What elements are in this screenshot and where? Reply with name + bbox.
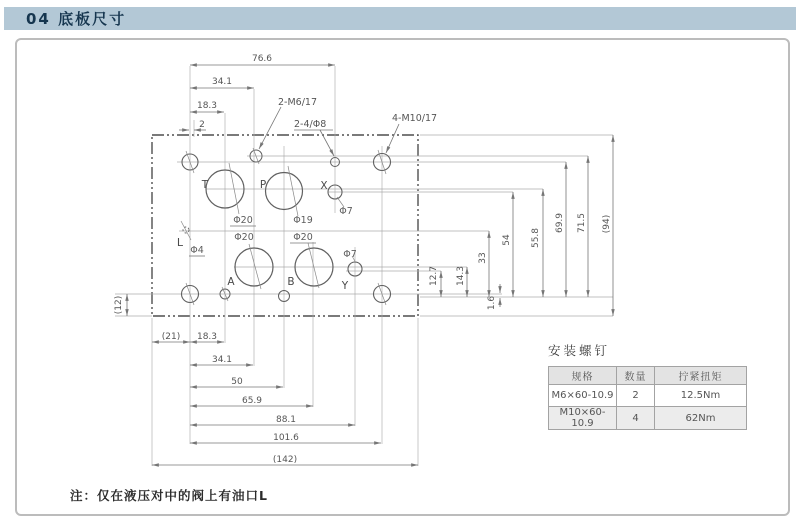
dim-left-12: (12) xyxy=(114,295,124,315)
port-label-A: A xyxy=(227,276,235,288)
cell-torque: 12.5Nm xyxy=(655,385,747,407)
dim-right-55-8: 55.8 xyxy=(531,227,541,249)
port-label-P: P xyxy=(259,179,267,191)
cell-qty: 2 xyxy=(617,385,655,407)
dia-label-P: Φ19 xyxy=(293,215,313,226)
col-header-spec: 规格 xyxy=(549,367,617,385)
callout-phi8-holes: 2-4/Φ8 xyxy=(294,119,327,130)
section-title: 04 底板尺寸 xyxy=(26,10,127,28)
construction-lines xyxy=(115,66,613,466)
dim-top-2: 2 xyxy=(199,120,205,130)
dia-label-X: Φ7 xyxy=(339,206,353,217)
port-label-Y: Y xyxy=(341,280,349,292)
footnote: 注：仅在液压对中的阀上有油口L xyxy=(70,488,268,503)
cell-qty: 4 xyxy=(617,407,655,430)
table-row xyxy=(549,407,747,430)
cell-torque: 62Nm xyxy=(655,407,747,430)
dim-right-12-7: 12.7 xyxy=(429,265,439,287)
table-header-row xyxy=(549,367,747,385)
cell-spec: M10×60-10.9 xyxy=(549,407,617,430)
cell-spec: M6×60-10.9 xyxy=(549,385,617,407)
dim-right-54: 54 xyxy=(502,234,512,246)
dim-top-18-3: 18.3 xyxy=(196,101,218,111)
dim-top-76-6: 76.6 xyxy=(251,54,273,64)
col-header-qty: 数量 xyxy=(617,367,655,385)
dim-bottom-101-6: 101.6 xyxy=(273,433,299,443)
dim-bottom-88-1: 88.1 xyxy=(275,415,297,425)
callout-m6-holes: 2-M6/17 xyxy=(278,97,318,108)
dim-right-71-5: 71.5 xyxy=(577,212,587,234)
table-row xyxy=(549,385,747,407)
dim-bottom-50: 50 xyxy=(231,377,243,387)
dim-right-33: 33 xyxy=(478,252,488,264)
port-label-X: X xyxy=(320,180,328,192)
dim-right-94: (94) xyxy=(602,214,612,234)
dim-right-14-3: 14.3 xyxy=(456,265,466,287)
port-label-B: B xyxy=(287,276,295,288)
dim-top-34-1: 34.1 xyxy=(211,77,233,87)
port-label-L: L xyxy=(176,236,184,249)
dim-bottom-34-1: 34.1 xyxy=(211,355,233,365)
plate-holes xyxy=(182,150,391,303)
dia-label-T: Φ20 xyxy=(233,215,253,226)
port-label-T: T xyxy=(201,179,209,191)
dia-label-L: Φ4 xyxy=(190,245,204,256)
mounting-screws-section xyxy=(548,341,750,430)
dim-bottom-65-9: 65.9 xyxy=(241,396,263,406)
mounting-screws-title: 安装螺钉 xyxy=(548,343,611,358)
dim-right-69-9: 69.9 xyxy=(555,212,565,234)
dim-bottom-142: (142) xyxy=(272,455,298,465)
dim-bottom-18-3: 18.3 xyxy=(196,332,218,342)
col-header-torque: 拧紧扭矩 xyxy=(655,367,747,385)
dim-right-1-6: 1.6 xyxy=(487,295,497,311)
dim-bottom-21: (21) xyxy=(161,332,181,342)
dia-label-Y: Φ7 xyxy=(343,249,357,260)
callout-m10-holes: 4-M10/17 xyxy=(392,113,438,124)
dia-label-B: Φ20 xyxy=(293,232,313,243)
dia-label-A: Φ20 xyxy=(234,232,254,243)
mounting-screws-table xyxy=(548,366,747,430)
